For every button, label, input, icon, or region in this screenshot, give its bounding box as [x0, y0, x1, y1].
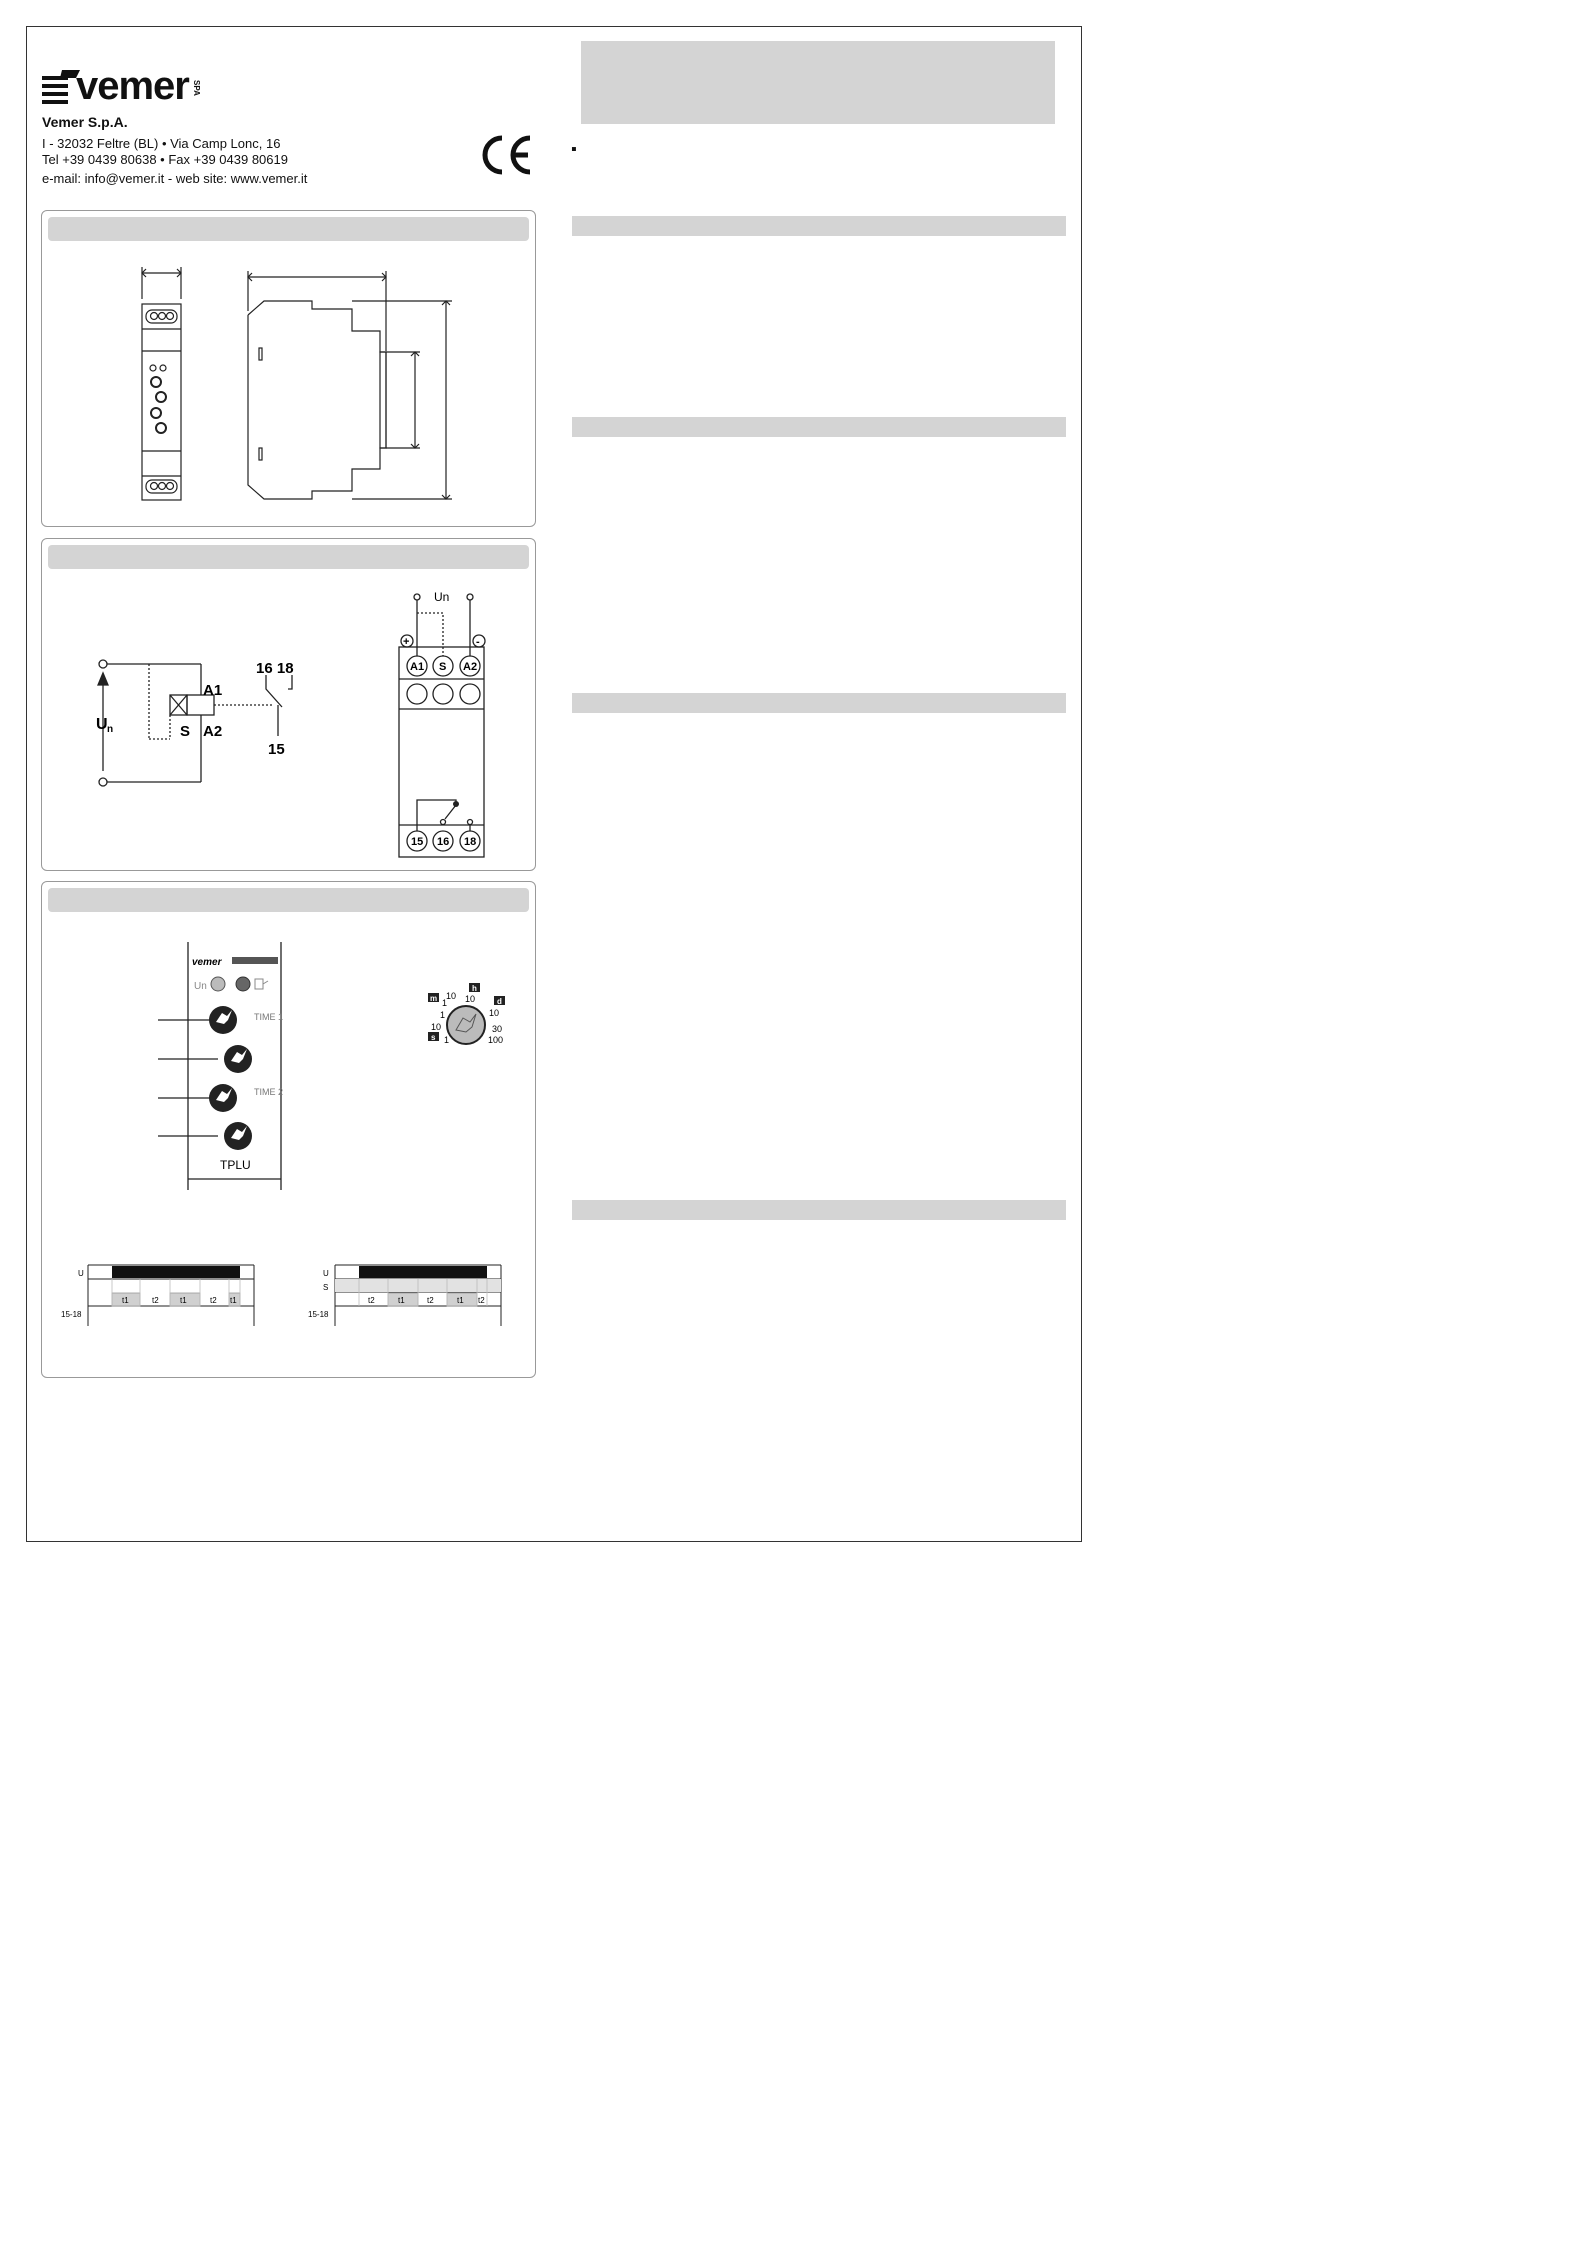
relay-symbol-icon: [255, 979, 268, 989]
led-un-icon: [211, 977, 225, 991]
dial-scale-100: 100: [488, 1035, 504, 1045]
company-address: I - 32032 Feltre (BL) • Via Camp Lonc, 16: [42, 136, 281, 151]
wiring-a1-label: A1: [203, 682, 223, 699]
wiring-a2-label: A2: [203, 723, 223, 740]
timing2-row-s: S: [323, 1283, 329, 1292]
dial-scale-1b: 1: [440, 1010, 446, 1020]
timing2-t1-b: t1: [457, 1296, 464, 1305]
terminal-s: S: [439, 661, 447, 673]
dimensions-drawing: [42, 211, 537, 528]
dimensions-panel: [41, 210, 536, 527]
dial-scale-1: 1: [442, 998, 448, 1008]
wiring-diagram: [42, 539, 537, 872]
logo-suffix: SPA: [192, 80, 201, 96]
terminal-16: 16: [437, 836, 450, 848]
section-bar-2: [572, 417, 1066, 437]
dial-scale-1c: 1: [444, 1035, 450, 1045]
dial-scale-10c: 10: [431, 1022, 442, 1032]
terminal-plus-label: +: [403, 636, 410, 648]
terminal-un-label: Un: [434, 590, 450, 604]
dial-unit-h: h: [472, 984, 477, 993]
front-time2-label: TIME 2: [254, 1087, 284, 1097]
timing1-t1-a: t1: [122, 1296, 129, 1305]
dial-scale-30: 30: [492, 1024, 503, 1034]
dial-unit-m: m: [430, 994, 438, 1003]
timing1-t2-b: t2: [210, 1296, 217, 1305]
terminal-18: 18: [464, 836, 477, 848]
dial-scale-10d: 10: [446, 991, 457, 1001]
dial-scale-10a: 10: [465, 994, 476, 1004]
timing2-t1-a: t1: [398, 1296, 405, 1305]
terminal-a2: A2: [463, 661, 478, 673]
wiring-panel: [41, 538, 536, 871]
bullet-marker: ▪: [571, 141, 577, 158]
company-name: Vemer S.p.A.: [42, 114, 128, 130]
timing2-t2-a: t2: [368, 1296, 375, 1305]
timing2-row-1518: 15-18: [308, 1310, 329, 1319]
ce-mark-text: [0, 0, 1, 1]
front-model-label: TPLU: [220, 1158, 251, 1172]
timing1-row-u: U: [78, 1269, 84, 1278]
section-bar-4: [572, 1200, 1066, 1220]
terminal-minus-label: -: [476, 636, 480, 648]
dial-time2-fine-icon: [224, 1122, 252, 1150]
section-bar-3: [572, 693, 1066, 713]
wiring-un-sub: n: [107, 724, 114, 735]
front-led-un-label: Un: [194, 981, 207, 992]
terminal-15: 15: [411, 836, 424, 848]
vemer-logo: [42, 66, 212, 108]
timing1-t2-a: t2: [152, 1296, 159, 1305]
operation-panel: [41, 881, 536, 1378]
timing2-t2-b: t2: [427, 1296, 434, 1305]
company-email-web: e-mail: info@vemer.it - web site: www.vemer.it: [42, 171, 308, 186]
dial-time2-icon: [209, 1084, 237, 1112]
dial-time1-icon: [209, 1006, 237, 1034]
wiring-contacts-label: 16 18: [256, 660, 294, 677]
dial-unit-d: d: [497, 997, 502, 1006]
timing1-t1-b: t1: [180, 1296, 187, 1305]
timing1-t1-c: t1: [230, 1296, 237, 1305]
ce-mark-icon: [480, 134, 540, 176]
dial-time1-fine-icon: [224, 1045, 252, 1073]
timing2-t2-c: t2: [478, 1296, 485, 1305]
section-bar-1: [572, 216, 1066, 236]
dial-scale-10b: 10: [489, 1008, 500, 1018]
front-time1-label: TIME 1: [254, 1012, 284, 1022]
timing2-row-u: U: [323, 1269, 329, 1278]
dial-detail-icon: [447, 1006, 485, 1044]
dial-unit-s: s: [431, 1033, 436, 1042]
front-brand: vemer: [192, 957, 222, 968]
wiring-15-label: 15: [268, 741, 285, 758]
wiring-s-label: S: [180, 723, 191, 740]
title-box: [581, 41, 1055, 124]
front-and-timing-drawing: [42, 882, 537, 1379]
led-relay-icon: [236, 977, 250, 991]
logo-text: vemer: [76, 64, 189, 108]
wiring-un-label: U: [96, 716, 108, 733]
timing1-row-1518: 15-18: [61, 1310, 82, 1319]
terminal-a1: A1: [410, 661, 425, 673]
company-phone-fax: Tel +39 0439 80638 • Fax +39 0439 80619: [42, 152, 288, 167]
